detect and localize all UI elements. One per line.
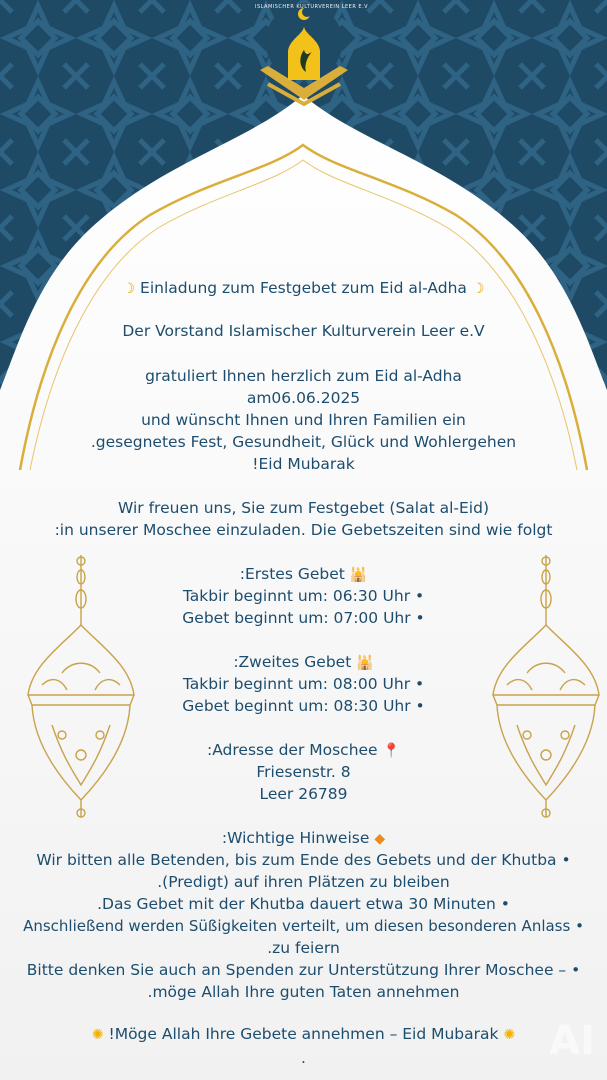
board-line: Der Vorstand Islamischer Kulturverein Leer e.V bbox=[122, 322, 485, 340]
first-prayer-time: Gebet beginnt um: 07:00 Uhr • bbox=[182, 609, 425, 627]
note-2: .Das Gebet mit der Khutba dauert etwa 30 Minuten • bbox=[97, 895, 510, 913]
notes-title: :Wichtige Hinweise bbox=[221, 829, 370, 847]
second-prayer-title-line bbox=[0, 652, 607, 673]
note-4a: Bitte denken Sie auch an Spenden zur Unterstützung Ihrer Moschee – • bbox=[26, 961, 581, 979]
notes-title-line bbox=[0, 828, 607, 849]
address-city: Leer 26789 bbox=[259, 785, 348, 803]
second-prayer-time: Gebet beginnt um: 08:30 Uhr • bbox=[182, 697, 425, 715]
mosque-icon: 🕌 bbox=[356, 655, 374, 671]
note-4b: .möge Allah Ihre guten Taten annehmen bbox=[147, 983, 460, 1001]
mosque-icon: 🕌 bbox=[349, 567, 368, 583]
first-takbir-time: Takbir beginnt um: 06:30 Uhr • bbox=[182, 587, 425, 605]
note-3b: .zu feiern bbox=[267, 939, 340, 957]
first-prayer-title: :Erstes Gebet bbox=[239, 565, 345, 583]
closing-text: !Möge Allah Ihre Gebete annehmen – Eid Mubarak bbox=[108, 1025, 499, 1043]
crescent-moon-icon: ☽ bbox=[122, 281, 136, 297]
invitation-title-line bbox=[0, 278, 607, 299]
star-icon: ✺ bbox=[503, 1027, 516, 1043]
kulturverein-logo bbox=[248, 0, 369, 110]
star-icon: ✺ bbox=[91, 1027, 104, 1043]
second-takbir-time: Takbir beginnt um: 08:00 Uhr • bbox=[182, 675, 425, 693]
closing-line bbox=[0, 1024, 607, 1045]
pin-icon: 📍 bbox=[382, 743, 400, 759]
diamond-icon: ◆ bbox=[374, 831, 386, 847]
invitation-title: Einladung zum Festgebet zum Eid al-Adha bbox=[140, 279, 467, 297]
first-prayer-title-line bbox=[0, 564, 607, 585]
note-3a: Anschließend werden Süßigkeiten verteilt, um diesen besonderen Anlass • bbox=[23, 917, 584, 935]
invite-line-1: Wir freuen uns, Sie zum Festgebet (Salat al-Eid) bbox=[118, 499, 489, 517]
note-1a: Wir bitten alle Betenden, bis zum Ende des Gebets und der Khutba • bbox=[36, 851, 571, 869]
note-1b: .(Predigt) auf ihren Plätzen zu bleiben bbox=[157, 873, 450, 891]
eid-date: am06.06.2025 bbox=[246, 389, 361, 407]
invite-line-2: :in unserer Moschee einzuladen. Die Gebetszeiten sind wie folgt bbox=[54, 521, 553, 539]
greeting-line-3: .gesegnetes Fest, Gesundheit, Glück und Wohlergehen bbox=[90, 433, 517, 451]
greeting-line-2: und wünscht Ihnen und Ihren Familien ein bbox=[141, 411, 466, 429]
address-title: :Adresse der Moschee bbox=[207, 741, 378, 759]
watermark: AI bbox=[549, 1018, 595, 1064]
crescent-moon-icon: ☽ bbox=[471, 281, 485, 297]
closing-dot: . bbox=[301, 1049, 306, 1067]
address-street: Friesenstr. 8 bbox=[256, 763, 351, 781]
second-prayer-title: :Zweites Gebet bbox=[233, 653, 352, 671]
greeting-line-1: gratuliert Ihnen herzlich zum Eid al-Adha bbox=[145, 367, 462, 385]
eid-mubarak-line: !Eid Mubarak bbox=[252, 455, 355, 473]
logo-ring-text: ISLAMISCHER KULTURVEREIN LEER E.V bbox=[255, 4, 369, 10]
address-title-line bbox=[0, 740, 607, 761]
